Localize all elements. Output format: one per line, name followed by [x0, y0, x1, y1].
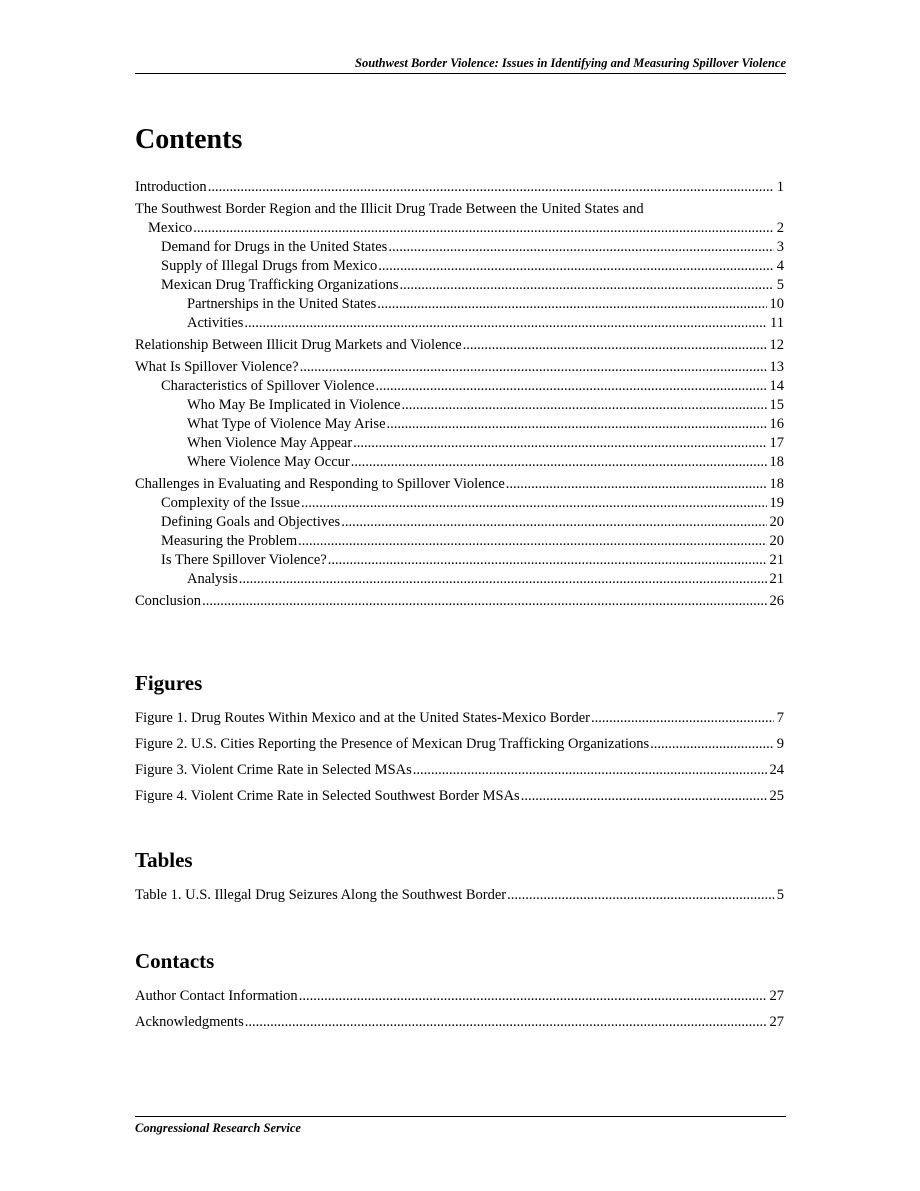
toc-line: [135, 377, 784, 396]
toc-line: [135, 415, 784, 434]
toc-entry[interactable]: [135, 358, 784, 377]
dot-leader: [388, 238, 773, 257]
toc-entry-text: What Is Spillover Violence?: [135, 359, 299, 375]
toc-entry-text: Figure 4. Violent Crime Rate in Selected Southwest Border MSAs: [135, 788, 520, 804]
toc-entry[interactable]: [135, 570, 784, 589]
toc-entry-text: Introduction: [135, 179, 207, 195]
toc-entry-text: Where Violence May Occur: [187, 454, 350, 470]
toc-entry-text: Partnerships in the United States: [187, 296, 377, 312]
toc-entry[interactable]: [135, 415, 784, 434]
toc-entry-text: Characteristics of Spillover Violence: [161, 378, 375, 394]
dot-leader: [401, 396, 766, 415]
toc-page-number: 4: [776, 258, 784, 274]
running-header: [135, 56, 786, 74]
toc-line: [135, 532, 784, 551]
dot-leader: [193, 219, 773, 238]
toc-entry-text: Conclusion: [135, 593, 202, 609]
toc-line: [135, 886, 784, 905]
toc-page-number: 21: [769, 552, 784, 568]
toc-page-number: 11: [770, 315, 784, 331]
toc-page-number: 3: [776, 239, 784, 255]
toc-entry-text: When Violence May Appear: [187, 435, 353, 451]
toc-page-number: 9: [776, 736, 784, 752]
toc-entry-text: Figure 2. U.S. Cities Reporting the Presence of Mexican Drug Trafficking Organizations: [135, 736, 650, 752]
toc-entry[interactable]: [135, 1013, 784, 1032]
toc-entry[interactable]: [135, 532, 784, 551]
toc-page-number: 14: [769, 378, 784, 394]
toc-line: [135, 238, 784, 257]
toc-entry-text: Table 1. U.S. Illegal Drug Seizures Along the Southwest Border: [135, 887, 507, 903]
toc-entry[interactable]: [135, 257, 784, 276]
dot-leader: [463, 336, 767, 355]
figures-list: [135, 709, 784, 806]
toc-entry-text: Figure 1. Drug Routes Within Mexico and at the United States-Mexico Border: [135, 710, 591, 726]
toc-entry[interactable]: [135, 787, 784, 806]
dot-leader: [202, 592, 766, 611]
footer-publisher: Congressional Research Service: [135, 1121, 301, 1135]
dot-leader: [353, 434, 766, 453]
toc-entry-text: Challenges in Evaluating and Responding to Spillover Violence: [135, 476, 505, 492]
toc-entry[interactable]: [135, 494, 784, 513]
toc-line: [135, 358, 784, 377]
toc-entry-text: Is There Spillover Violence?: [161, 552, 327, 568]
toc-line: [135, 735, 784, 754]
dot-leader: [507, 886, 774, 905]
toc-entry[interactable]: [135, 200, 784, 238]
toc-page-number: 20: [769, 533, 784, 549]
toc-entry-text: The Southwest Border Region and the Illicit Drug Trade Between the United States and: [135, 201, 644, 217]
tables-heading: Tables: [135, 848, 193, 872]
toc-page-number: 24: [769, 762, 784, 778]
dot-leader: [300, 358, 767, 377]
tables-list: [135, 886, 784, 905]
toc-entry-text: Complexity of the Issue: [161, 495, 300, 511]
toc-line: [135, 494, 784, 513]
toc-entry[interactable]: [135, 592, 784, 611]
toc-page-number: 7: [776, 710, 784, 726]
figures-heading: Figures: [135, 671, 203, 695]
toc-line: [135, 314, 784, 333]
toc-entry-text: Relationship Between Illicit Drug Markets and Violence: [135, 337, 462, 353]
toc-line: [135, 178, 784, 197]
toc-entry[interactable]: [135, 453, 784, 472]
contacts-list: [135, 987, 784, 1032]
dot-leader: [387, 415, 767, 434]
dot-leader: [506, 475, 767, 494]
dot-leader: [375, 377, 766, 396]
contacts-heading: Contacts: [135, 949, 215, 973]
toc-entry-text: Supply of Illegal Drugs from Mexico: [161, 258, 378, 274]
toc-page-number: 2: [776, 220, 784, 236]
toc-entry[interactable]: [135, 238, 784, 257]
contents-heading: Contents: [135, 124, 243, 155]
toc-entry[interactable]: [135, 336, 784, 355]
toc-entry[interactable]: [135, 434, 784, 453]
toc-entry[interactable]: [135, 295, 784, 314]
toc-page-number: 5: [776, 887, 784, 903]
toc-line: [135, 709, 784, 728]
toc-entry-text: Who May Be Implicated in Violence: [187, 397, 401, 413]
toc-page-number: 1: [776, 179, 784, 195]
toc-entry-text: Analysis: [187, 571, 238, 587]
toc-page-number: 18: [769, 476, 784, 492]
toc-line: [135, 453, 784, 472]
toc-entry-text: Mexican Drug Trafficking Organizations: [161, 277, 399, 293]
toc-entry[interactable]: [135, 276, 784, 295]
dot-leader: [299, 987, 767, 1006]
dot-leader: [351, 453, 767, 472]
dot-leader: [650, 735, 774, 754]
dot-leader: [341, 513, 766, 532]
dot-leader: [521, 787, 767, 806]
dot-leader: [239, 570, 767, 589]
running-header-title: Southwest Border Violence: Issues in Identifying and Measuring Spillover Violence: [355, 56, 786, 70]
toc-page-number: 20: [769, 514, 784, 530]
toc-entry-text: Acknowledgments: [135, 1014, 244, 1030]
toc-entry-text: What Type of Violence May Arise: [187, 416, 386, 432]
dot-leader: [328, 551, 767, 570]
toc-entry[interactable]: [135, 761, 784, 780]
toc-page-number: 13: [769, 359, 784, 375]
dot-leader: [245, 1013, 767, 1032]
toc-page-number: 19: [769, 495, 784, 511]
toc-line: [135, 276, 784, 295]
toc-line: [135, 475, 784, 494]
dot-leader: [377, 295, 766, 314]
toc-page-number: 18: [769, 454, 784, 470]
toc-line: [135, 551, 784, 570]
toc-page-number: 27: [769, 988, 784, 1004]
toc-line: [135, 1013, 784, 1032]
toc-page-number: 10: [769, 296, 784, 312]
contents-list: [135, 178, 784, 611]
page-footer: [135, 1116, 786, 1136]
toc-line: [135, 396, 784, 415]
toc-page-number: 17: [769, 435, 784, 451]
toc-entry-text: Defining Goals and Objectives: [161, 514, 341, 530]
toc-line: [135, 987, 784, 1006]
toc-entry[interactable]: [135, 178, 784, 197]
dot-leader: [301, 494, 767, 513]
toc-entry[interactable]: [135, 735, 784, 754]
toc-line: [135, 295, 784, 314]
toc-line: [135, 219, 784, 238]
dot-leader: [244, 314, 767, 333]
toc-page-number: 15: [769, 397, 784, 413]
toc-entry[interactable]: [135, 709, 784, 728]
toc-page-number: 25: [769, 788, 784, 804]
toc-page-number: 16: [769, 416, 784, 432]
toc-entry-text: Author Contact Information: [135, 988, 298, 1004]
toc-line: [135, 787, 784, 806]
dot-leader: [298, 532, 766, 551]
toc-line: [135, 434, 784, 453]
toc-entry-text: Demand for Drugs in the United States: [161, 239, 388, 255]
toc-entry[interactable]: [135, 551, 784, 570]
toc-line: [135, 336, 784, 355]
toc-entry-text: Figure 3. Violent Crime Rate in Selected MSAs: [135, 762, 412, 778]
toc-page-number: 12: [769, 337, 784, 353]
toc-entry-text: Mexico: [148, 220, 193, 236]
toc-entry[interactable]: [135, 377, 784, 396]
toc-line: [135, 257, 784, 276]
dot-leader: [399, 276, 773, 295]
toc-entry[interactable]: [135, 475, 784, 494]
toc-line: [135, 592, 784, 611]
toc-entry[interactable]: [135, 314, 784, 333]
dot-leader: [591, 709, 774, 728]
toc-entry[interactable]: [135, 987, 784, 1006]
toc-line: [135, 570, 784, 589]
toc-page-number: 27: [769, 1014, 784, 1030]
dot-leader: [208, 178, 774, 197]
toc-entry[interactable]: [135, 513, 784, 532]
toc-entry[interactable]: [135, 396, 784, 415]
toc-page-number: 26: [769, 593, 784, 609]
toc-line: [135, 513, 784, 532]
toc-entry-text: Measuring the Problem: [161, 533, 298, 549]
toc-page-number: 5: [776, 277, 784, 293]
dot-leader: [413, 761, 767, 780]
toc-page-number: 21: [769, 571, 784, 587]
toc-entry-text: Activities: [187, 315, 244, 331]
toc-entry[interactable]: [135, 886, 784, 905]
toc-line: [135, 761, 784, 780]
dot-leader: [378, 257, 773, 276]
